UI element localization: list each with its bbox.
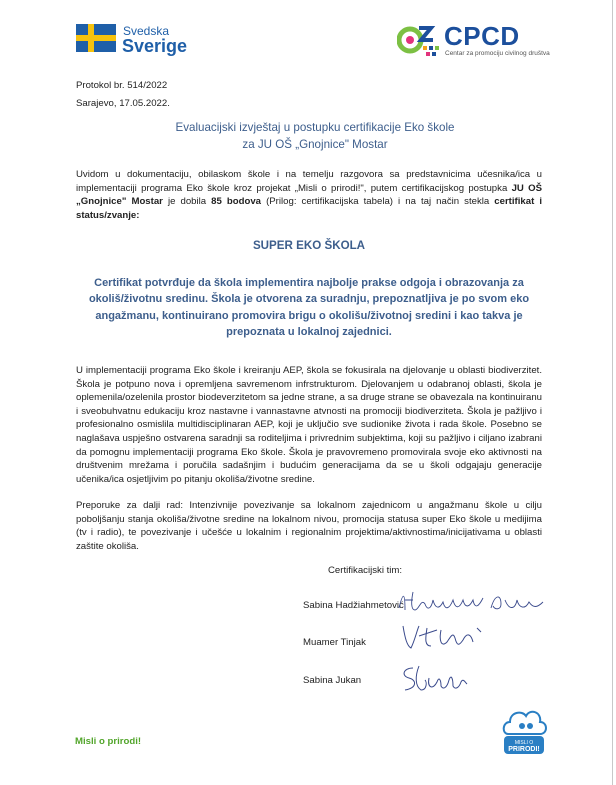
cpcd-logo-mark (397, 22, 441, 58)
protocol-number: Protokol br. 514/2022 (76, 80, 168, 91)
document-title (80, 119, 550, 153)
page-edge (612, 0, 613, 785)
signature-3 (397, 662, 477, 696)
status-label: certifikat i status/zvanje: (76, 196, 542, 221)
signature-1 (397, 588, 547, 616)
sweden-flag-logo (76, 24, 116, 52)
school-name: JU OŠ „Gnojnice" Mostar (76, 182, 542, 208)
sweden-logo-line1: Svedska (123, 24, 170, 38)
intro-paragraph (76, 168, 542, 222)
document-date: Sarajevo, 17.05.2022. (76, 98, 170, 109)
title-line-2: za JU OŠ „Gnojnice" Mostar (242, 138, 388, 151)
intro-text-1: Uvidom u dokumentaciju, obilaskom škole i na temelju razgovora sa predstavnicima učesnika/ica u implementaciji programa Eko škole kroz projekat „Misli o prirodi!", putem certifikacijskog postupka (76, 169, 542, 194)
team-member-name: Sabina Hadžiahmetović (303, 600, 404, 611)
team-member-name: Sabina Jukan (303, 675, 362, 686)
signature-2 (397, 620, 497, 654)
team-member-name: Muamer Tinjak (303, 637, 366, 648)
cpcd-logo-subtitle: Centar za promociju civilnog društva (445, 50, 550, 57)
sweden-logo-line2: Sverige (122, 36, 188, 56)
intro-text-3: (Prilog: certifikacijska tabela) i na taj način stekla (261, 196, 495, 208)
intro-text-2: je dobila (162, 196, 212, 208)
points-value: 85 bodova (211, 196, 262, 208)
certificate-statement: Certifikat potvrđuje da škola implementira najbolje prakse odgoja i obrazovanja za okoliš/životnu sredinu. Škola je otvorena za suradnju, prepoznatljiva je po svom eko angažmanu, kontinuirano promovira brigu o okolišu/životnoj sredini i kao takva je prepoznata u lokalnoj zajednici. (88, 277, 530, 338)
evaluation-paragraph: U implementaciji programa Eko škole i kreiranju AEP, škola se fokusirala na djelovanje u oblasti biodiverzitet. Škola je potpuno nova i opremljena savremenom infrstrukturom. Djelovanjem u odabranoj oblasti, škola je oplemenila/ozelenila prostor biodeverzitetom sa jedne strane, a sa druge strane se obavezala na kontinuiranu i sveobuhvatnu edukaciju kroz nastavne i vannastavne atvnosti na promociji biodiverziteta. Škola je pažljivo i profesionalno osmislila multidisciplinaran AEP, koji je uključio sve sudionike života i rada škole. Posebno se naglašava uspješno ostvarena saradnji sa roditeljima i privrednim subjektima, koji su pažljivo i ciljano izabrani da pomognu implementaciji programa Eko škole. Škola je pravovremeno promovirala svoje eko aktivnosti na društvenim mrežama i poručila sadašnjim i budućim generacijama da se u školi odgajaju generacije učenika/ica osjetljivim po pitanju okoliša/životne sredine. (76, 365, 542, 485)
footer-slogan: Misli o prirodi! (75, 736, 142, 747)
misli-logo-line2: PRIRODI! (508, 746, 540, 753)
title-line-1: Evaluacijski izvještaj u postupku certifikacije Eko škole (175, 121, 455, 134)
award-title: SUPER EKO ŠKOLA (252, 239, 366, 252)
misli-logo-line1: MISLI O (514, 740, 534, 746)
team-label: Certifikacijski tim: (328, 565, 403, 576)
misli-o-prirodi-logo (500, 704, 548, 756)
cpcd-logo-text: CPCD (444, 21, 520, 51)
recommendation-paragraph: Preporuke za dalji rad: Intenzivnije povezivanje sa lokalnom zajednicom u angažmanu škole u cilju poboljšanju stanja okoliša/životne sredine na lokalnom nivou, promocija statusa super Eko škole u medijima (tv i radio), te povezivanje i učešće u lokalnim i regionalnim projektima/aktivnostima/inicijativama u oblasti zaštite okoliša. (76, 500, 542, 552)
